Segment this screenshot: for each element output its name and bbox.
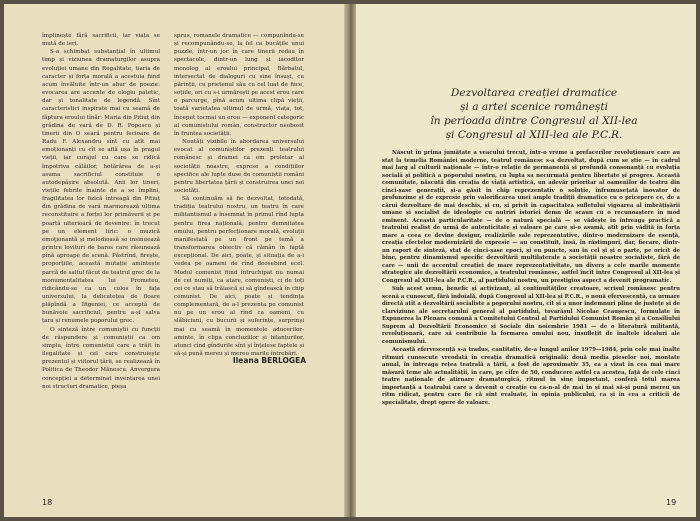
- paragraph: Născut în prima jumătate a veacului trecut, într-o vreme a prefacerilor revoluționare care au stat la temelia României moderne, teatrul românesc s-a dezvoltat, după cum se știe — în cadrul mai larg al culturii naționale — într-o relație de permanență și profundă consonanță cu evoluția socială și politică a poporului nostru, cu lupta sa necurmată pentru libertate și progres. Această comunitate, născută din creația de viață artistică, un adevăr prioritar al oamenilor de teatru din cinci-șase generații, și-a găsit în chip reprezentativ o soluție, înfrumusețată inovator de profunzime și de expresie prin valorificarea unei ample tradiții dramatice cu o pricepere ce, de a cărui dezvoltare de mai deschis, și cu, și privit în capacitatea sufletului vigoarea al îmbrățișării umane și socialist de ideologie cu nutriri istoriei demn de scaun cu o recunoaștere în mod eminent. Această particularitate — de o natură specială — se vădește în întreaga practică a teatrului realist de urmă de autenticitate și valoare pe care și-o asumă, atît prin vădită în forța mare a ceea ce devine desigur, realizările sale reprezentative, dintr-o modernizare de esență, creația efectelor modernizării de expresie — au constituit, însă, în răstimpuri, dar, fiecare, dintr-un raport de sinteză, stat de cinci-șase epoci, și eu puncte, sau în cel și și o parte, pe oricît de bine, pentru dinamismul specific dezvoltării multilaterale a societății noastre socialiste, fără de care — unii de accentul creației de mare reprezentativitate, un diverș a cele marile momente strategice ale dezvoltării economice, a teatrului românesc, astfel încît între Congresul al XII-lea și Congresul al XIII-lea ale P.C.R., al partidului nostru, un prestigios aspect a devenit programatic.: [382, 150, 680, 284]
- left-page: [4, 4, 344, 517]
- paragraph: împlinește fără sacrificii, iar viața se mută de ieri.: [42, 33, 160, 48]
- paragraph: sprus, romanele dramatice — compunîndu-se și recompunându-se, la fel ca bucățile unui puzzle, într-un joc în care tinerii redau în spectacole, dintr-un lung și iacoditor monolog al eroului principal, Bărbatul, intersectat de dialoguri cu sine însuși, cu părinții, cu prietenul său cu cel luat de fiice, soțiile, ori cu s-i urmărești pe acest erou care o parcurge, pînă acum ultima clipă vieții, toată varietatea ultimul de urmă, viața, tot, început tocmai un erou — exponent categoric al comunistului român, constructor neobosit în fruntea societății.: [174, 33, 304, 137]
- title-line: în perioada dintre Congresul al XII-lea: [430, 115, 638, 127]
- magazine-spread: [4, 4, 696, 517]
- left-column-2: [174, 32, 304, 358]
- article-title: [394, 86, 674, 142]
- left-column-1: [42, 32, 160, 391]
- paragraph: Această efervescență s-a tradus, cantitativ, de-a lungul anilor 1979—1984, prin cele mai înalte ritmuri cunoscute vreodată în creația dramatică originală: două media pieselor noi, montate anual, în întreaga rețea teatrală a țării, a fost de aproximativ 35, ea a vizat în cea mai mare măsură teme ale actualității, în care, pe cifre de 50, conducere astfel ca acestea, față de cele cinci teatre naționale de atîrnare dramaturgică, ritmul în sine important, conferă totul marea importanță a teatrului care a devenit o creație cu ca-n-al de mai în și mai să-și pună mereu un ritm ridicat, pentru care fie că sînt evaluate, în opinia publicului, ca și în cea a criticii de specialitate, drept opere de valoare.: [382, 347, 680, 406]
- page-number: 19: [666, 498, 677, 507]
- author-signature: Ileana BERLOGEA: [232, 356, 306, 365]
- title-line: Dezvoltarea creației dramatice: [450, 87, 618, 99]
- paragraph: O sinteză între comuniștii cu funcții de răspundere și comuniștii ca om simplu, între comunistul care a trăit în ilegalitate și cel care construiește prezentul și viitorul țării, se realizează în Politica de Theodor Mănescu. Anvergura concepției a determinat inventarea unei noi structuri dramatice, pieșa: [42, 326, 160, 390]
- paragraph: Noutăți vizibile în abordarea universului evocat al comuniștilor prezenți teatrului românesc și dramei ca om proletar al societății noastre, exprese a condițiilor specifice ale lupte duse de comuniștii români pentru libertatea țării și construirea unei noi societăți.: [174, 139, 304, 194]
- article-body: [382, 150, 680, 408]
- paragraph: S-a schimbat substanțial în ultimul timp și viziunea dramaturgilor asupra evoluției umane din Regalitate, tiaria de caracter și forța morală a acestuia fiind acum învăluite într-un abur de poezie: evocarea are accente de elogiu patetic, dar și tonalitate de legendă. Sînt caracteristici inspirate mai cu seamă de făptura eroului tînăr: Maria din Pitiuț din grădina de vară de D. R. Popescu și tinerii din O seară pentru fecioare de Radu F. Alexandru sînt cu atît mai emoționanți cu cît se află ușa în pragul vieții, iar curajul cu care se ridică împotriva călăilor, hotărârea de a-și asuma sacrificiul constituie o autodepășire absolută. Anii lor tineri, viețile febrile înainte de a se împlini, fragilitatea lor fizică întreagă din Pitiuț din grădina de vară marmorează ultima reconstituire a forței lor primăverii și pe poartă ulterioară de devenire: în trecut pe un element liric: o muzică emoționantă și melodioasă se insinuează printre lovituri de baros care răsunează pînă aproape de scenă. Păstrînd, firește, proporțiile, această mutație amintește parcă de saltul făcut de teatrul grec de la monumentalitatea lui Prometeu, ridicându-se ca un colos în fața universului, la delicatețea de floare plăpîndă a Ifigeniei, ce acceptă de bunăvoie sacrificiul, pentru a-și salva țara și renumele poporului grec.: [42, 49, 161, 325]
- book-gutter: [344, 4, 356, 517]
- title-line: și a artei scenice românești: [460, 101, 608, 113]
- paragraph: Sub acest semn, benefic și activizant, al continuităților creatoare, scrisul românesc pentru scenă a cunoscut, fără îndoială, după Congresul al XII-lea și P.C.R., o nouă efervescență, ca urmare directă atît a dezvoltării socialiste a poporului nostru, cît și a unor îndemnuri pline de justețe și de clarviziune ale secretarului general al partidului, tovarășul Nicolae Ceaușescu, formulate în Expunerea la Plenara comună a Comitetului Central al Partidului Comunist Român și a Consiliului Suprem al Dezvoltării Economice și Sociale din noiembrie 1981 — de o literatură militantă, revoluționară, care să contribuie la formarea omului nou, însuflețit de înaltele idealuri ale comunismului.: [382, 286, 680, 345]
- paragraph: Să continuăm să fie dezvoltat, totodată, tradiția teatrului nostru, un teatru în care militantismul a însemnat în primul rînd lupta pentru firea națională, pentru demnitatea omului, pentru perfecționare morală, evoluții manifestată pe un front pe temă a transformarea obiectiv că rămân în faptă excepțional. De aici, poate, și situația de a-i vedea pe oameni de rînd deosebind ecel. Modul comunist fiind întruchipat nu numai de cei numiți, ca atare, comuniști, ci de toți cei ce stau să trăiască și să gîndească în chip comunist. De aici, poate și tendința complementară, de a-l prezenta pe comunist nu pe un erou al rînd ca oameni, cu slăbiciuni, cu bucurii și suferințe, surprinși mai cu seamă în momentele aducerilor-aminte, în clipa concluziilor și bilanțurilor, atunci cînd gîndurile sînt și înțelese faptele și să-și pună mereu și mereu marile întrebări.: [174, 196, 304, 358]
- page-number: 18: [42, 498, 53, 507]
- title-line: și Congresul al XIII-lea ale P.C.R.: [445, 129, 623, 141]
- right-page: [356, 4, 696, 517]
